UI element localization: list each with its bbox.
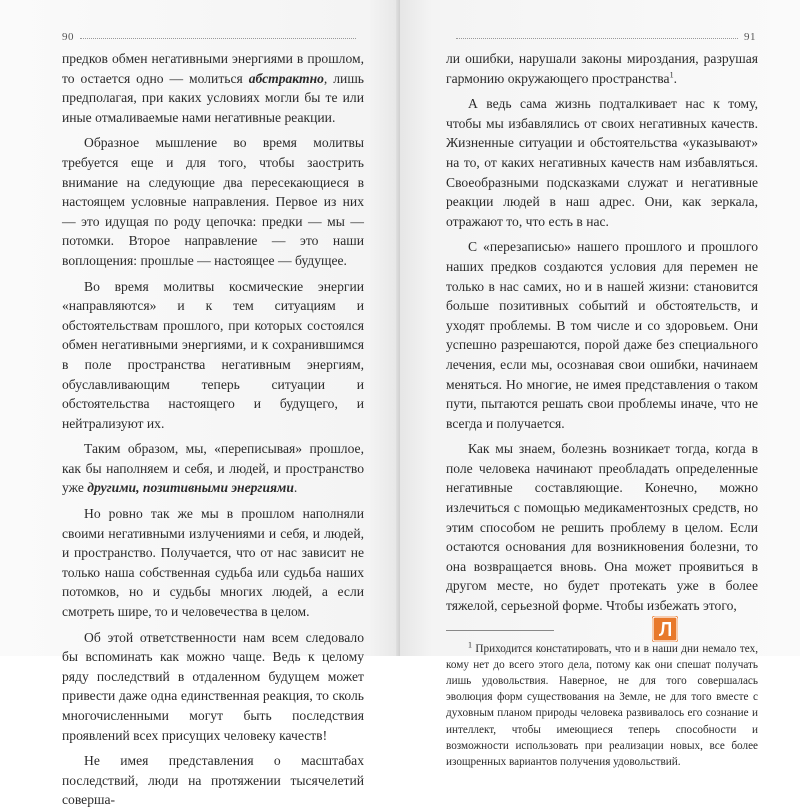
publisher-logo-glyph-icon xyxy=(652,616,678,642)
publisher-logo-icon xyxy=(652,616,678,642)
left-text-column xyxy=(62,49,364,810)
footnote: $^1$ Приходится констатировать, что и в наши дни немало тех, кому нет до всего этого дела, потому как они спешат получать лишь удовольствия. Наверное, не для того совершалась эволюция форм существования на Земле, не для того вместе с духовным планом природы человека развивалось его сознание и интеллект, чтобы имеющиеся теперь способности и возможности использовать при реализации новых, все более изощренных вариантов получения удовольствий. xyxy=(446,639,759,769)
right-page-number: 91 xyxy=(744,31,756,43)
right-text-column xyxy=(446,49,758,770)
left-paragraph-5: Но ровно так же мы в прошлом наполняли своими негативными излучениями и себя, и людей, и пространство. Получается, что от нас зависит не только наша собственная судьба или судьба наших потомков, но и судьбы многих людей, а если смотреть шире, то и человечества в целом. xyxy=(62,506,364,620)
right-paragraph-2: А ведь сама жизнь подталкивает нас к тому, чтобы мы избавлялись от своих негативных качеств. Жизненные ситуации и обстоятельства «указывают» на то, от каких негативных качеств нам избавляться. Своеобразными подсказками служат и негативные реакции людей в наш адрес. Они, как зеркала, отражают то, что есть в нас. xyxy=(446,96,758,229)
left-paragraph-7: Не имея представления о масштабах последствий, люди на протяжении тысячелетий соверша- xyxy=(62,753,364,808)
right-paragraph-1: ли ошибки, нарушали законы мироздания, разрушая гармонию окружающего пространства$^1$. xyxy=(446,51,758,86)
right-paragraph-4: Как мы знаем, болезнь возникает тогда, когда в поле человека начинают преобладать определенные негативные составляющие. Конечно, можно излечиться с помощью медикаментозных средств, но этим способом не решить проблему в целом. Если остаются основания для возникновения болезни, то она возвращается вновь. Она может проявиться в другом месте, но будет протекать уже в более тяжелой, серьезной форме. Чтобы избежать этого, xyxy=(446,441,758,614)
footnote-marker: 1 xyxy=(468,639,472,649)
right-paragraph-3: С «перезаписью» нашего прошлого и прошлого наших предков создаются условия для перемен не только в нас самих, но и в нашей жизни: становится больше позитивных событий и обстоятельств, и уходят проблемы. В том числе и со здоровьем. Они успешно разрешаются, порой даже без специального лечения, если мы, осознавая свои ошибки, начинаем меняться. Но многие, не имея представления о таком пути, пытаются решать свои проблемы иначе, что не всегда и получается. xyxy=(446,239,758,431)
footnote-reference: 1 xyxy=(669,70,674,80)
emphasis-text: другими, позитивными энергиями xyxy=(87,480,294,496)
footnote-divider xyxy=(446,630,554,631)
left-paragraph-3: Во время молитвы космические энергии «направляются» и к тем ситуациям и обстоятельствам прошлого, при которых состоялся обмен негативными энергиями, и к сохранившимся в поле пространства негативным энергиям, обуславливающим теперь ситуации и обстоятельства настоящего и будущего, и нейтрализуют их. xyxy=(62,278,364,431)
right-page xyxy=(400,0,800,769)
left-paragraph-4: Таким образом, мы, «переписывая» прошлое, как бы наполняем и себя, и людей, и пространство уже другими, позитивными энергиями. xyxy=(62,441,364,496)
left-paragraph-2: Образное мышление во время молитвы требуется еще и для того, чтобы заострить внимание на следующие два пересекающиеся в настоящем условные направления. Первое из них — это идущая по роду цепочка: предки — мы — потомки. Второе направление — это наши воплощения: прошлые — настоящее — будущее. xyxy=(62,135,364,268)
emphasis-text: абстрактно xyxy=(248,70,324,86)
header-dotted-rule xyxy=(456,38,738,39)
left-page-header xyxy=(62,30,362,44)
right-page-header xyxy=(450,30,756,44)
left-page xyxy=(0,0,400,808)
left-page-number: 90 xyxy=(62,31,74,43)
left-paragraph-1: предков обмен негативными энергиями в прошлом, то остается одно — молиться абстрактно, лишь предполагая, при каких условиях могли бы те или иные отмаливаемые нами негативные реакции. xyxy=(62,51,364,125)
header-dotted-rule xyxy=(80,38,356,39)
left-paragraph-6: Об этой ответственности нам всем следовало бы вспоминать как можно чаще. Ведь к целому ряду последствий в отдаленном будущем может привести даже одна единственная реакция, то сколь многочисленными могут быть последствия проявлений всех присущих человеку качеств! xyxy=(62,629,364,743)
